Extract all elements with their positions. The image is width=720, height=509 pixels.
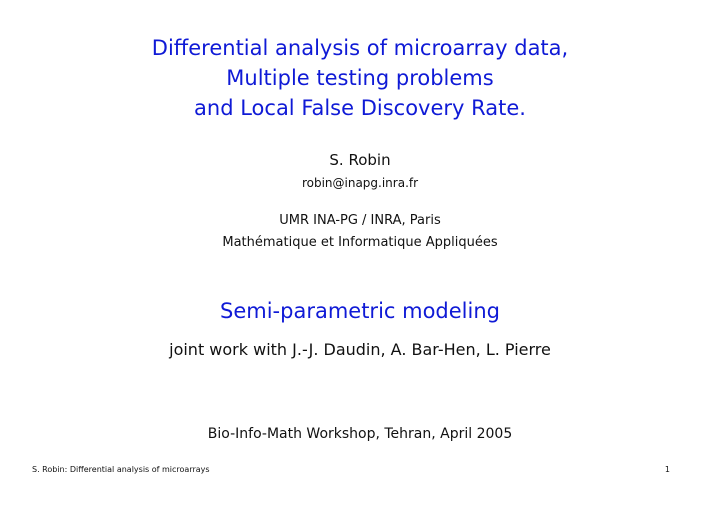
author-email: robin@inapg.inra.fr [301, 176, 419, 190]
title-line-3: and Local False Discovery Rate. [194, 96, 526, 120]
author-name: S. Robin [329, 151, 391, 169]
footer-text: S. Robin: Differential analysis of microarrays [32, 465, 210, 474]
page-number: 1 [664, 465, 670, 474]
affiliation-line-2: Mathématique et Informatique Appliquées [222, 235, 498, 250]
joint-work: joint work with J.-J. Daudin, A. Bar-Hen, L. Pierre [169, 340, 551, 359]
title-line-2: Multiple testing problems [226, 66, 494, 90]
event-info: Bio-Info-Math Workshop, Tehran, April 2005 [207, 426, 513, 442]
title-line-1: Differential analysis of microarray data, [151, 36, 569, 60]
affiliation-line-1: UMR INA-PG / INRA, Paris [279, 213, 441, 228]
subtitle: Semi-parametric modeling [220, 299, 500, 323]
